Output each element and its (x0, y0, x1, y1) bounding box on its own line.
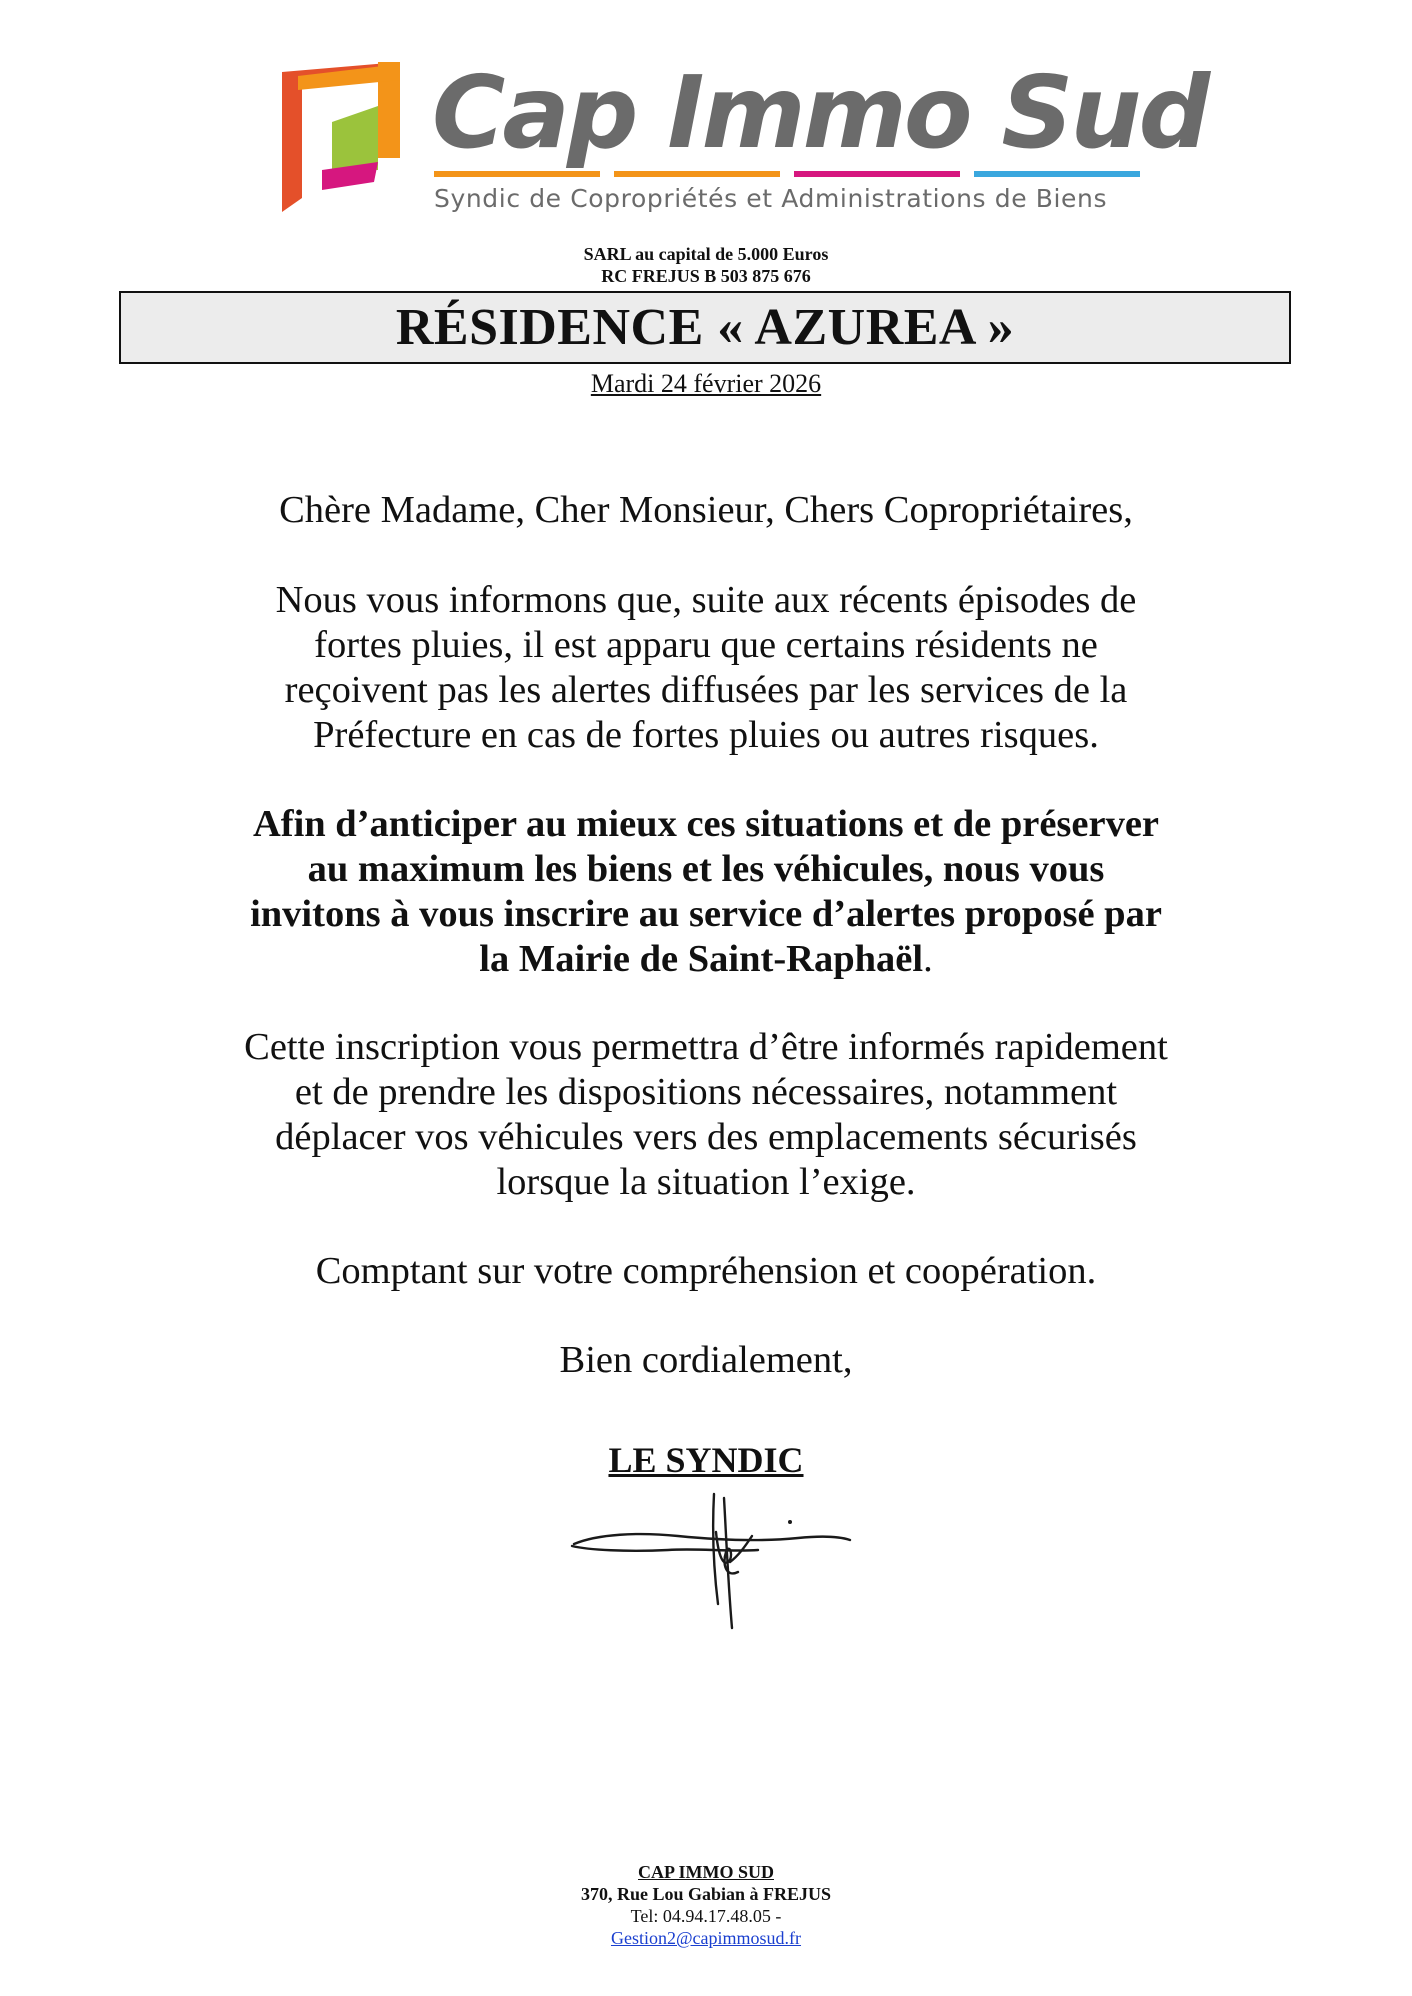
signatory-title: LE SYNDIC (608, 1440, 804, 1480)
company-registration: RC FREJUS B 503 875 676 (601, 266, 811, 286)
logo-wordmark: Cap Immo Sud (432, 54, 1208, 171)
logo-mark-icon (282, 62, 412, 212)
handwritten-signature (568, 1492, 856, 1632)
footer-address: 370, Rue Lou Gabian à FREJUS (580, 1884, 832, 1904)
footer-email-wrapper (0, 1927, 1412, 1949)
paragraph-1-line: Nous vous informons que, suite aux récents épisodes de (275, 579, 1137, 621)
title-box (119, 291, 1291, 364)
paragraph-1-line: fortes pluies, il est apparu que certains résidents ne (314, 624, 1098, 666)
company-logo (282, 54, 1208, 222)
paragraph-2-last-line (100, 937, 1312, 982)
paragraph-1 (100, 578, 1312, 758)
paragraph-2-line: invitons à vous inscrire au service d’alertes proposé par (250, 893, 1162, 935)
footer-phone: Tel: 04.94.17.48.05 - (630, 1906, 782, 1926)
document-title: RÉSIDENCE « AZUREA » (395, 298, 1015, 356)
paragraph-2-line: Afin d’anticiper au mieux ces situations et de préserver (252, 803, 1160, 845)
paragraph-1-line: reçoivent pas les alertes diffusées par les services de la (284, 669, 1128, 711)
paragraph-3-line: déplacer vos véhicules vers des emplacements sécurisés (275, 1116, 1137, 1158)
greeting-line: Chère Madame, Cher Monsieur, Chers Copropriétaires, (279, 489, 1133, 531)
logo-color-bars (434, 171, 1140, 177)
paragraph-4-line: Comptant sur votre compréhension et coopération. (315, 1250, 1097, 1292)
document-date-wrapper (0, 369, 1412, 399)
logo-bar-orange-2 (614, 171, 780, 177)
closing-line: Bien cordialement, (559, 1339, 853, 1381)
logo-tagline: Syndic de Copropriétés et Administrations de Biens (434, 184, 1108, 213)
footer-email-link[interactable]: Gestion2@capimmosud.fr (610, 1928, 802, 1948)
paragraph-3-line: lorsque la situation l’exige. (496, 1161, 916, 1203)
footer-company-wrapper (0, 1861, 1412, 1883)
paragraph-2-line: au maximum les biens et les véhicules, nous vous (307, 848, 1105, 890)
paragraph-3 (100, 1025, 1312, 1205)
greeting (100, 488, 1312, 533)
paragraph-4 (100, 1249, 1312, 1294)
signatory-wrapper (0, 1438, 1412, 1482)
paragraph-2-period: . (923, 938, 933, 980)
closing (100, 1338, 1312, 1383)
paragraph-2-line: la Mairie de Saint-Raphaël (479, 938, 924, 980)
logo-bar-orange (434, 171, 600, 177)
logo-bar-blue (974, 171, 1140, 177)
footer-company: CAP IMMO SUD (638, 1862, 774, 1882)
logo-bar-magenta (794, 171, 960, 177)
paragraph-2 (100, 802, 1312, 982)
paragraph-1-line: Préfecture en cas de fortes pluies ou autres risques. (313, 714, 1099, 756)
company-capital: SARL au capital de 5.000 Euros (583, 244, 829, 264)
document-date: Mardi 24 février 2026 (590, 369, 822, 398)
paragraph-3-line: Cette inscription vous permettra d’être informés rapidement (244, 1026, 1168, 1068)
paragraph-3-line: et de prendre les dispositions nécessaires, notamment (294, 1071, 1118, 1113)
